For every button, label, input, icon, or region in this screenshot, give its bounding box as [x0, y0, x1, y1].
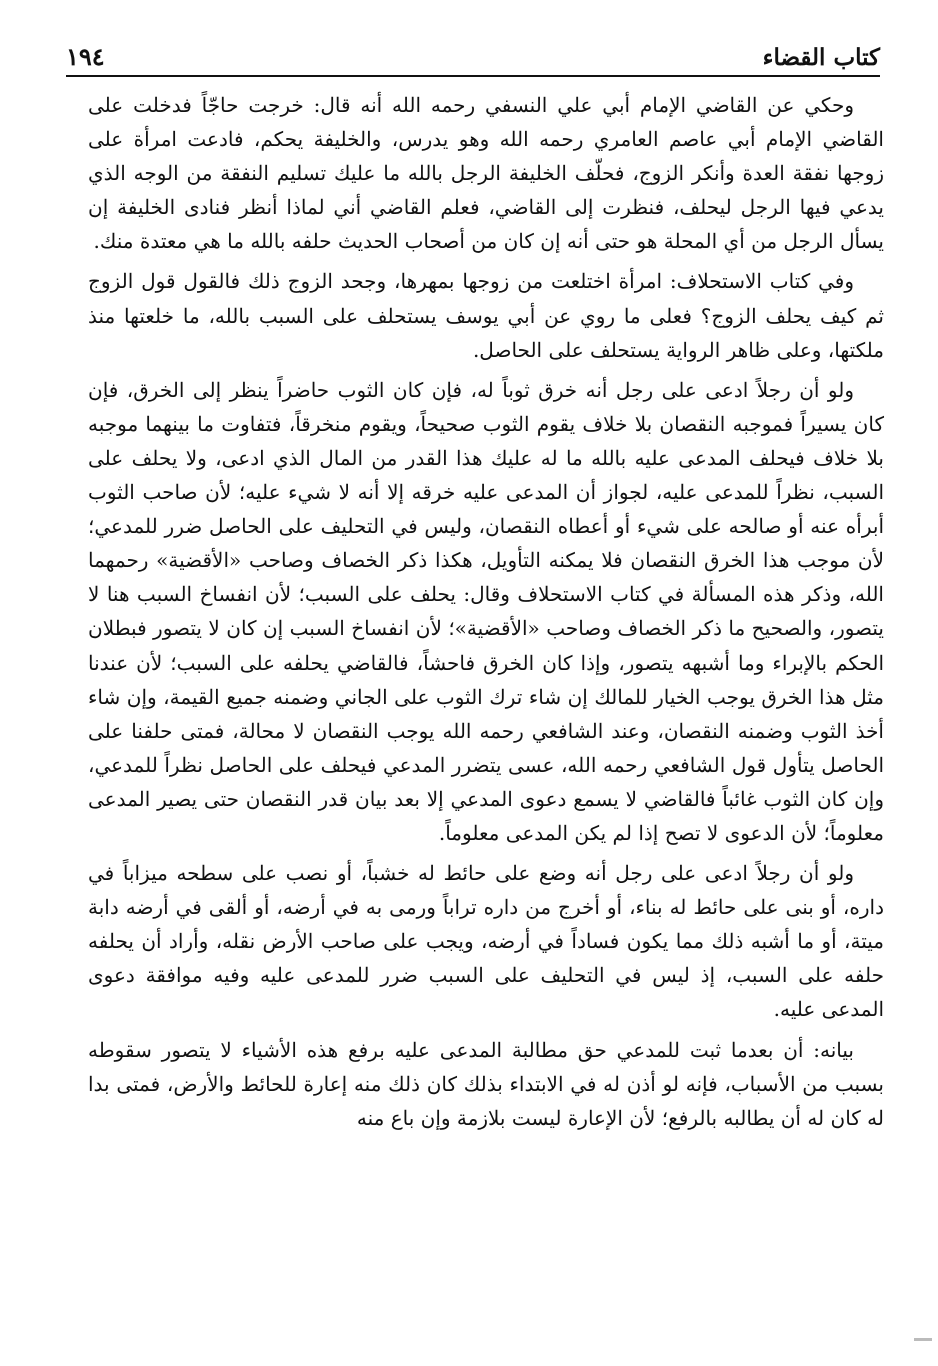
paragraph: ولو أن رجلاً ادعى على رجل أنه خرق ثوباً له، فإن كان الثوب حاضراً ينظر إلى الخرق، فإن كان يسيراً فموجبه النقصان بلا خلاف يقوم الثوب صحيحاً، ويقوم منخرقاً، فتفاوت ما بينهما موجبه بلا خلاف فيحلف المدعى عليه بالله ما له عليك هذا القدر من المال الذي ادعى، ولا يحلف على السبب، نظراً للمدعى عليه، لجواز أن المدعى عليه خرقه إلا أنه لا شيء عليه؛ لأن صاحب الثوب أبرأه عنه أو صالحه على شيء أو أعطاه النقصان، وليس في التحليف على الحاصل ضرر للمدعي؛ لأن موجب هذا الخرق النقصان فلا يمكنه التأويل، هكذا ذكر الخصاف وصاحب «الأقضية» رحمهما الله، وذكر هذه المسألة في كتاب الاستحلاف وقال: يحلف على السبب؛ لأن انفساخ السبب هنا لا يتصور، والصحيح ما ذكر الخصاف وصاحب «الأقضية»؛ لأن انفساخ السبب إن كان لا يتصور فبطلان الحكم بالإبراء وما أشبهه يتصور، وإذا كان الخرق فاحشاً، فالقاضي يحلفه على السبب؛ لأن عندنا مثل هذا الخرق يوجب الخيار للمالك إن شاء ترك الثوب على الجاني وضمنه جميع القيمة، وإن شاء أخذ الثوب وضمنه النقصان، وعند الشافعي رحمه الله يوجب النقصان لا محالة، فمتى حلفنا على الحاصل يتأول قول الشافعي رحمه الله، عسى يتضرر المدعي فيحلف على الحاصل نظراً للمدعي، وإن كان الثوب غائباً فالقاضي لا يسمع دعوى المدعي إلا بعد بيان قدر النقصان حتى يصير المدعى معلوماً؛ لأن الدعوى لا تصح إذا لم يكن المدعى معلوماً. — [88, 377, 884, 845]
running-title: كتاب القضاء — [762, 44, 880, 72]
paragraph: بيانه: أن بعدما ثبت للمدعي حق مطالبة المدعى عليه برفع هذه الأشياء لا يتصور سقوطه بسبب من الأسباب، فإنه لو أذن له في الابتداء بذلك كان ذلك منه إعارة للحائط والأرض، فمتى بدا له كان له أن يطالبه بالرفع؛ لأن الإعارة ليست بلازمة وإن باع منه — [88, 1037, 884, 1130]
page-number: ١٩٤ — [66, 42, 105, 72]
paragraph: وفي كتاب الاستحلاف: امرأة اختلعت من زوجها بمهرها، وجحد الزوج ذلك فالقول قول الزوج ثم كيف يحلف الزوج؟ فعلى ما روي عن أبي يوسف يستحلف على السبب بالله، ما خلعتها منذ ملكتها، وعلى ظاهر الرواية يستحلف على الحاصل. — [88, 269, 884, 362]
header-rule — [66, 75, 880, 77]
scan-edge-mark — [914, 1338, 932, 1341]
page-header — [66, 28, 880, 72]
paragraph: وحكي عن القاضي الإمام أبي علي النسفي رحمه الله أنه قال: خرجت حاجّاً فدخلت على القاضي الإمام أبي عاصم العامري رحمه الله وهو يدرس، والخليفة يحكم، فادعت امرأة على زوجها نفقة العدة وأنكر الزوج، فحلّف الخليفة الرجل بالله ما عليك تسليم النفقة من الوجه الذي يدعي فيها الرجل ليحلف، فنظرت إلى القاضي، فعلم القاضي أني لماذا أنظر فنادى الخليفة إن يسأل الرجل من أي المحلة هو حتى أنه إن كان من أصحاب الحديث حلفه بالله ما هي معتدة منك. — [88, 93, 884, 254]
body-text — [88, 88, 884, 1135]
paragraph: ولو أن رجلاً ادعى على رجل أنه وضع على حائط له خشباً، أو نصب على سطحه ميزاباً في داره، أو بنى على حائط له بناء، أو أخرج من داره تراباً ورمى به في أرضه، أو ألقى في أرضه دابة ميتة، أو ما أشبه ذلك مما يكون فساداً في أرضه، ويجب على صاحب الأرض نقله، وأراد أن يحلفه حلفه على السبب، إذ ليس في التحليف على السبب ضرر للمدعى عليه وفيه موافقة دعوى المدعى عليه. — [88, 861, 884, 1022]
